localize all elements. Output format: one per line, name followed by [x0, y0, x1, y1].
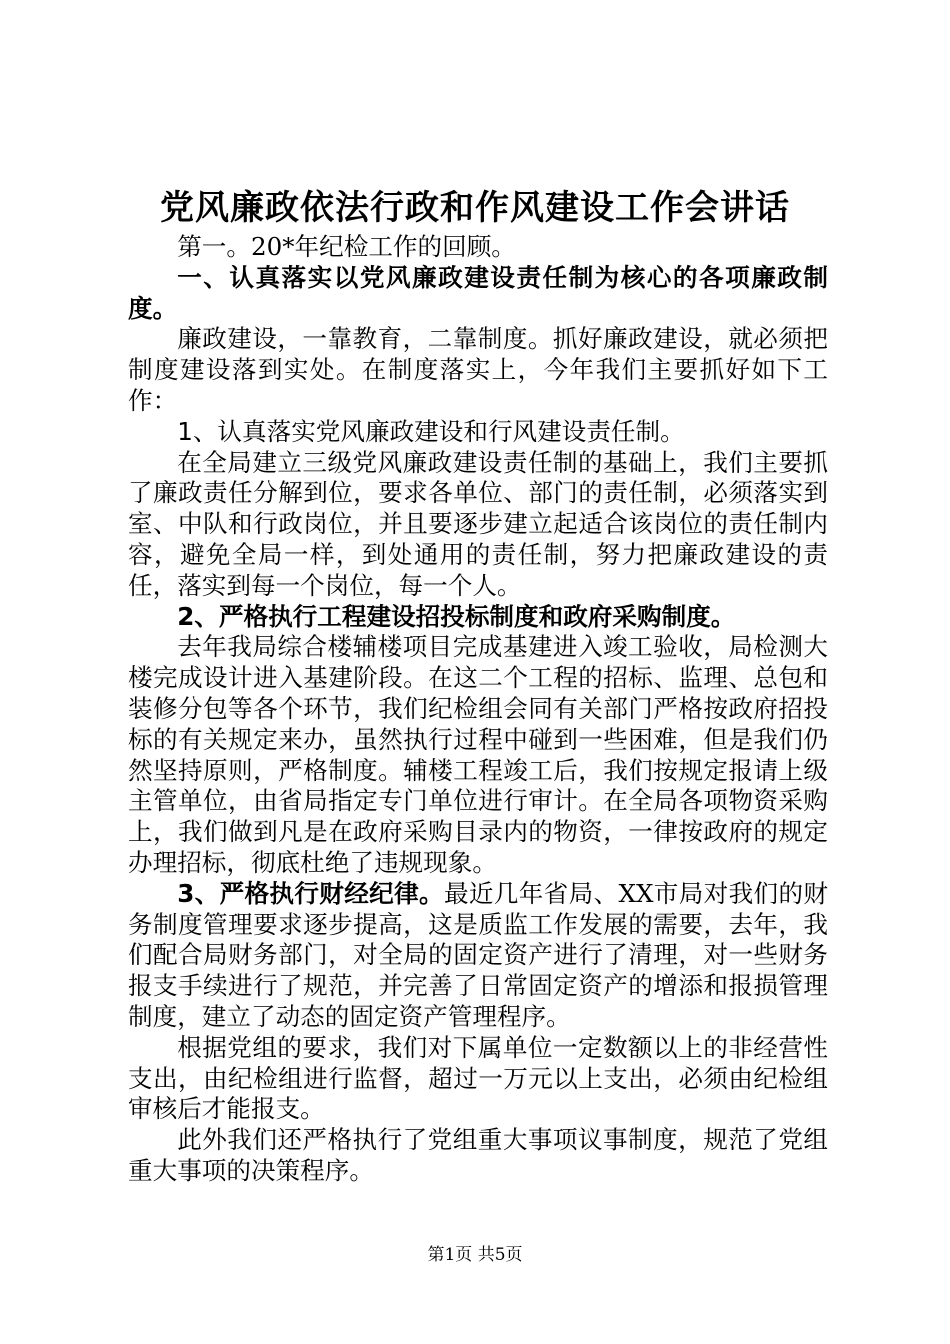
body-paragraph: 去年我局综合楼辅楼项目完成基建进入竣工验收，局检测大楼完成设计进入基建阶段。在这二个工程的招标、监理、总包和装修分包等各个环节，我们纪检组会同有关部门严格按政府招投标的有关规定来办，虽然执行过程中碰到一些困难，但是我们仍然坚持原则，严格制度。辅楼工程竣工后，我们按规定报请上级主管单位，由省局指定专门单位进行审计。在全局各项物资采购上，我们做到凡是在政府采购目录内的物资，一律按政府的规定办理招标，彻底杜绝了违规现象。 — [128, 632, 828, 877]
subsection-heading: 1、认真落实党风廉政建设和行风建设责任制。 — [177, 416, 685, 446]
body-paragraph: 在全局建立三级党风廉政建设责任制的基础上，我们主要抓了廉政责任分解到位，要求各单位、部门的责任制，必须落实到室、中队和行政岗位，并且要逐步建立起适合该岗位的责任制内容，避免全局一样，到处通用的责任制，努力把廉政建设的责任，落实到每一个岗位，每一个人。 — [128, 447, 828, 600]
body-paragraph-with-heading — [128, 879, 828, 1033]
inline-body-text: 最近几年省局、XX市局对我们的财务制度管理要求逐步提高，这是质监工作发展的需要，去年，我们配合局财务部门，对全局的固定资产进行了清理，对一些财务报支手续进行了规范，并完善了日常固定资产的增添和报损管理制度，建立了动态的固定资产管理程序。 — [128, 878, 828, 1031]
subsection-heading: 2、严格执行工程建设招投标制度和政府采购制度。 — [177, 601, 736, 631]
document-title: 党风廉政依法行政和作风建设工作会讲话 — [160, 188, 790, 228]
section-heading: 一、认真落实以党风廉政建设责任制为核心的各项廉政制度。 — [128, 262, 828, 323]
page-number-footer: 第1页 共5页 — [427, 1245, 523, 1265]
document-body — [128, 232, 828, 1187]
body-paragraph: 根据党组的要求，我们对下属单位一定数额以上的非经营性支出，由纪检组进行监督，超过一万元以上支出，必须由纪检组审核后才能报支。 — [128, 1032, 828, 1124]
body-paragraph: 廉政建设，一靠教育，二靠制度。抓好廉政建设，就必须把制度建设落到实处。在制度落实上，今年我们主要抓好如下工作： — [128, 324, 828, 415]
body-paragraph: 此外我们还严格执行了党组重大事项议事制度，规范了党组重大事项的决策程序。 — [128, 1125, 828, 1185]
inline-heading: 3、严格执行财经纪律。 — [177, 878, 444, 908]
intro-paragraph: 第一。20*年纪检工作的回顾。 — [177, 232, 516, 261]
